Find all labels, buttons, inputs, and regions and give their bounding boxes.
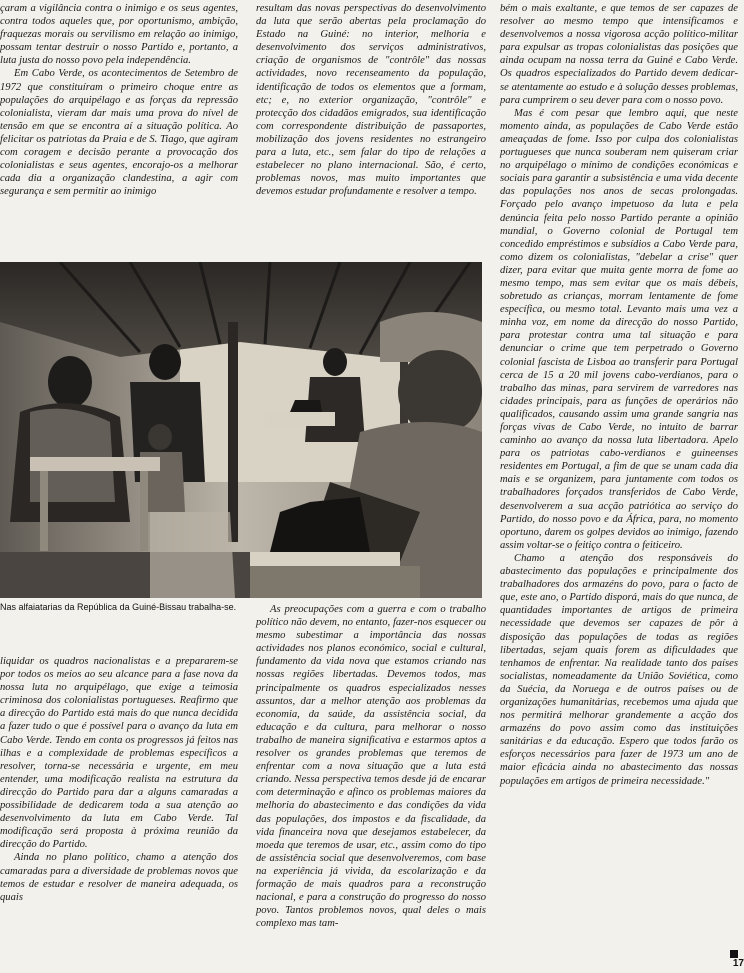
paragraph: liquidar os quadros nacionalistas e a prepararem-se por todos os meios ao seu alcance para a fase nova da nossa luta no arquipélago, que exige a teimosia criminosa dos colonialistas portugueses. Reafirmo que a direcção do Partido está mais do que nunca decidida a fazer tudo o que é possível para o avanço da luta em Cabo Verde. Tendo em conta os progressos já feitos nas ilhas e a complexidade de problemas específicos a resolver, torna-se necessária e urgente, em meu entender, uma modificação realista na estrutura da direcção do Partido para dar a alguns camaradas a possibilidade de dedicarem toda a sua atenção ao desenvolvimento da luta em Cabo Verde. Tal modificação será proposta à próxima reunião da direcção do Partido. [0, 656, 238, 851]
paragraph: Em Cabo Verde, os acontecimentos de Setembro de 1972 que constituíram o primeiro choque entre as populações do arquipélago e as forças da repressão colonialista, vieram dar mais uma prova do nível de tensão em que se encontra aí a situação política. Ao felicitar os patriotas da Praia e de S. Tiago, que agiram com coragem e decisão perante a provocação dos colonialistas e seus agentes, encorajo-os a melhorar cada dia a organização clandestina, a agir com segurança e sem permitir ao inimigo [0, 68, 238, 198]
paragraph: As preocupações com a guerra e com o trabalho político não devem, no entanto, fazer-nos esquecer ou mesmo subestimar a importância das nossas actividades nos planos económico, social e cultural, fundamento da vida nova que estamos criando nas nossas regiões libertadas. Devemos todos, mas principalmente os quadros especializados nesses assuntos, dar a melhor atenção aos problemas da economia, da saúde, da assistência social, da educação e da cultura, para melhorar o nosso trabalho de maneira significativa e estarmos aptos a resolver os grandes problemas que teremos de enfrentar com a nova situação que a luta está criando. Nessa perspectiva temos desde já de encarar com determinação e afinco os problemas maiores da melhoria do abastecimento e das condições da vida das populações, dos impostos e da fiscalidade, da vida financeira nova que desejamos estabelecer, da moeda que teremos de usar, etc., assim como do tipo de assistência social que desenvolveremos, com base na experiência já vivida, da escolarização e da formação de mais quadros para a reconstrução nacional, e para a construção do progresso do nosso povo. Tantos problemos novos, qual deles o mais complexo mas tam- [256, 604, 486, 930]
paragraph: çaram a vigilância contra o inimigo e os seus agentes, contra todos aqueles que, por oportunismo, ambição, fraquezas morais ou servilismo em relação ao inimigo, possam tentar destruir o nosso Partido e, portanto, a luta justa do nosso povo pela independência. [0, 3, 238, 67]
paragraph: resultam das novas perspectivas do desenvolvimento da luta que serão abertas pela proclamação do Estado na Guiné: no interior, melhoria e desenvolvimento dos serviços administrativos, criação de organismos de "contrôle" das nossas actividades, novo recenseamento da população, identificação de todos os elementos que a formam, etc; e, no exterior organização, "contrôle" e protecção dos cidadãos emigrados, sua identificação com correspondente distribuição de passaportes, mobilização dos jovens residentes no estrangeiro para a luta, etc., sem falar do tipo de relações a estabelecer no plano internacional. São, é certo, problemas novos, mas muito importantes que devemos estudar profundamente e resolver a tempo. [256, 3, 486, 198]
paragraph: Ainda no plano político, chamo a atenção dos camaradas para a diversidade de problemas novos que temos de estudar e resolver de maneira adequada, os quais [0, 852, 238, 903]
column-2-bottom-text [256, 603, 486, 930]
paragraph: Chamo a atenção dos responsáveis do abastecimento das populações e principalmente dos trabalhadores dos armazéns do povo, para o facto de que, este ano, o Partido disporá, mais do que nunca, de quantidades importantes de artigos de primeira necessidade que devemos ser capazes de pôr à disposição das populações de todas as regiões libertadas, sejam quais forem as dificuldades que tenhamos de enfrentar. Na realidade tanto dos países socialistas, nomeadamente da União Soviética, como da Suécia, da Noruega e de outros países ou de organizações humanitárias, recebemos uma ajuda que nos permitirá melhorar grandemente a acção dos armazéns do povo assim como das instituições sanitárias e da educação. Espero que todos farão os esforços necessários para fazer de 1973 um ano de maior eficácia ainda no abastecimento das nossas populações em artigos de primeira necessidade." [500, 552, 738, 787]
column-1-bottom-text [0, 655, 238, 904]
photo-caption: Nas alfaiatarias da República da Guiné-Bissau trabalha-se. [0, 602, 237, 612]
column-1-top-text [0, 2, 238, 198]
paragraph: Mas é com pesar que lembro aqui, que neste momento ainda, as populações de Cabo Verde estão ameaçadas de fome. Isso por culpa dos colonialistas portugueses que nunca souberam nem quiseram criar no arquipélago o mínimo de condições económicas e sociais para garantir a subsistência e uma vida decente das populações nos anos de secas prolongadas. Forçado pelo avanço impetuoso da luta e pela denúncia feita pelo nosso Partido perante a opinião mundial, o Governo colonial de Portugal tem concedido empréstimos e subsídios a Cabo Verde para, como dizem os colonialistas, "debelar a crise" quer dizer, para evitar que muita gente morra de fome ao mesmo tempo, mas sem evitar que os mais débeis, sobretudo as crianças, morram lentamente de fome específica, ou mesmo total. Levanto mais uma vez a minha voz, em nome da direcção do nosso Partido, para protestar contra uma tal situação e para denunciar o crime que tem perpetrado o Governo colonial fascista de Lisboa ao transferir para Portugal cerca de 15 a 20 mil jovens cabo-verdianos, para o trabalho das minas, para servirem de varredores nas cidades principais, para as funções de operários não qualificados, causando assim uma grande sangria nas forças vivas de Cabo Verde, no intuito de barrar caminho ao avanço da nossa luta libertadora. Apelo para os patriotas cabo-verdianos e guineenses residentes em Portugal, a fim de que se unam cada dia mais e se organizem, para juntamente com todos os trabalhadores forçados transferidos de Cabo Verde, desenvolverem a sua acção patriótica ao serviço do Partido, do nosso povo e da África, para, no momento oportuno, darem os golpes devidos ao inimigo, fazendo assim voltar-se o feitiço contra o feiticeiro. [500, 107, 738, 551]
photo-illustration [0, 262, 482, 598]
paragraph: bém o mais exaltante, e que temos de ser capazes de resolver ao mesmo tempo que intensificamos e desenvolvemos a nossa vigorosa acção político-militar para expulsar as tropas colonialistas das posições que ainda ocupam na nossa terra da Guiné e Cabo Verde. Os quadros especializados do Partido devem dedicar-se atentamente ao estudo e à solução desses problemas, para cumprirem o seu dever para com o nosso povo. [500, 3, 738, 106]
tailor-workshop-photo [0, 262, 482, 598]
page-number: 17 [732, 958, 744, 969]
column-3-text [500, 2, 738, 788]
end-of-article-mark [730, 950, 738, 958]
column-2-top-text [256, 2, 486, 198]
